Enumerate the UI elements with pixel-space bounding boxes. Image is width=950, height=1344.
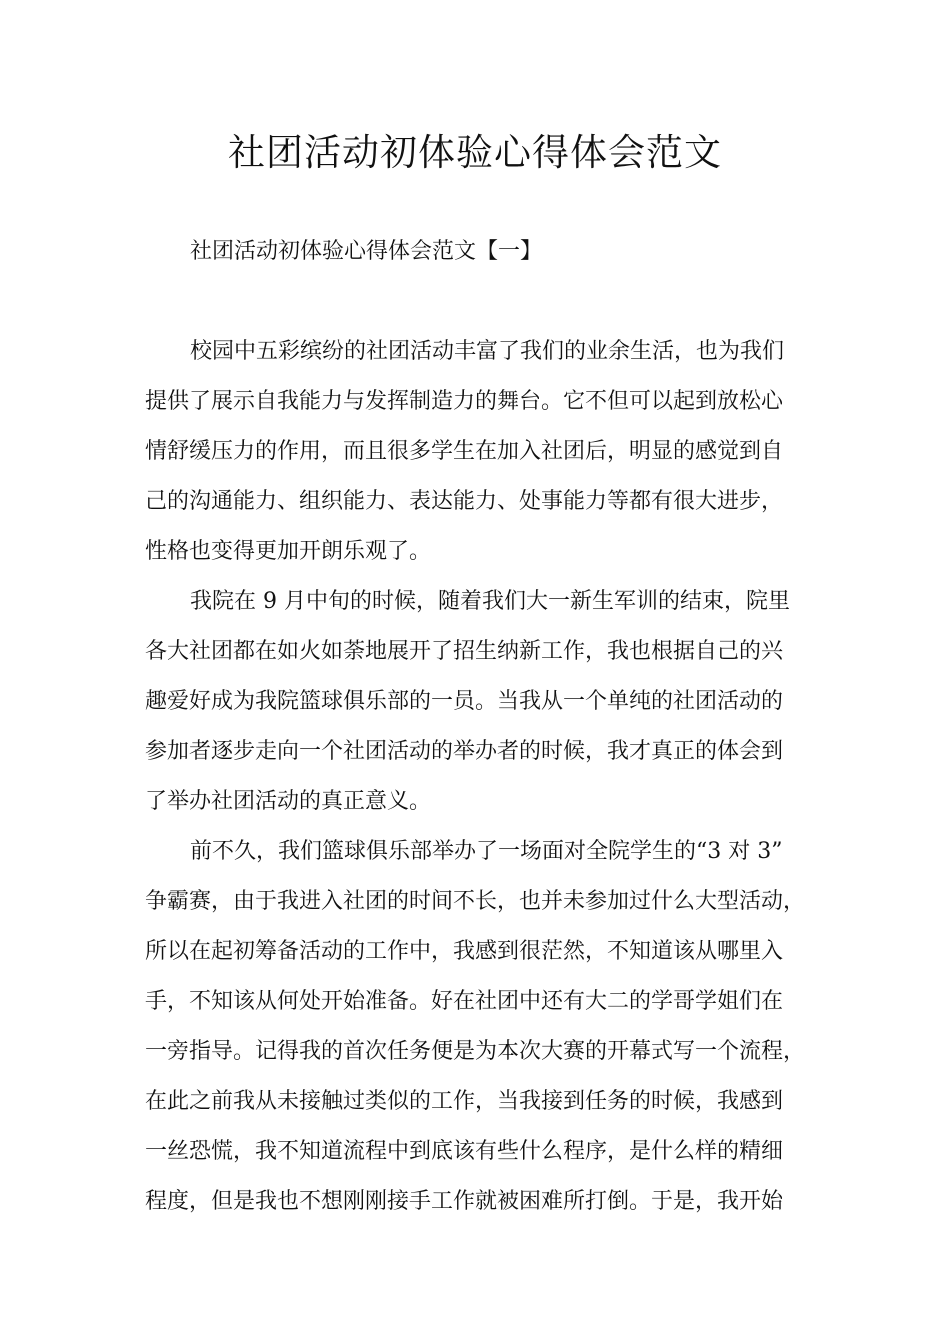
paragraph-line: 程度，但是我也不想刚刚接手工作就被困难所打倒。于是，我开始 bbox=[145, 1189, 784, 1214]
paragraph-line: 在此之前我从未接触过类似的工作，当我接到任务的时候，我感到 bbox=[145, 1089, 784, 1114]
paragraph-line: 手，不知该从何处开始准备。好在社团中还有大二的学哥学姐们在 bbox=[145, 989, 784, 1014]
paragraph-line: 前不久，我们篮球俱乐部举办了一场面对全院学生的“3 对 3” bbox=[190, 839, 783, 864]
paragraph-line: 各大社团都在如火如荼地展开了招生纳新工作，我也根据自己的兴 bbox=[145, 639, 784, 664]
paragraph-line: 参加者逐步走向一个社团活动的举办者的时候，我才真正的体会到 bbox=[145, 739, 784, 764]
paragraph-line: 所以在起初筹备活动的工作中，我感到很茫然，不知道该从哪里入 bbox=[145, 939, 784, 964]
paragraph-line: 争霸赛，由于我进入社团的时间不长，也并未参加过什么大型活动， bbox=[145, 889, 806, 914]
paragraph-line: 己的沟通能力、组织能力、表达能力、处事能力等都有很大进步， bbox=[145, 489, 784, 514]
paragraph-line: 一丝恐慌，我不知道流程中到底该有些什么程序，是什么样的精细 bbox=[145, 1139, 784, 1164]
paragraph-line: 了举办社团活动的真正意义。 bbox=[145, 789, 432, 814]
paragraph-line: 校园中五彩缤纷的社团活动丰富了我们的业余生活，也为我们 bbox=[190, 339, 785, 364]
paragraph-line: 提供了展示自我能力与发挥制造力的舞台。它不但可以起到放松心 bbox=[145, 389, 784, 414]
section-heading: 社团活动初体验心得体会范文【一】 bbox=[190, 239, 543, 264]
paragraph-line: 性格也变得更加开朗乐观了。 bbox=[145, 539, 432, 564]
paragraph-line: 我院在 9 月中旬的时候，随着我们大一新生军训的结束，院里 bbox=[190, 589, 790, 614]
document-title: 社团活动初体验心得体会范文 bbox=[228, 131, 722, 174]
paragraph-line: 一旁指导。记得我的首次任务便是为本次大赛的开幕式写一个流程， bbox=[145, 1039, 806, 1064]
paragraph-line: 情舒缓压力的作用，而且很多学生在加入社团后，明显的感觉到自 bbox=[145, 439, 784, 464]
paragraph-line: 趣爱好成为我院篮球俱乐部的一员。当我从一个单纯的社团活动的 bbox=[145, 689, 784, 714]
